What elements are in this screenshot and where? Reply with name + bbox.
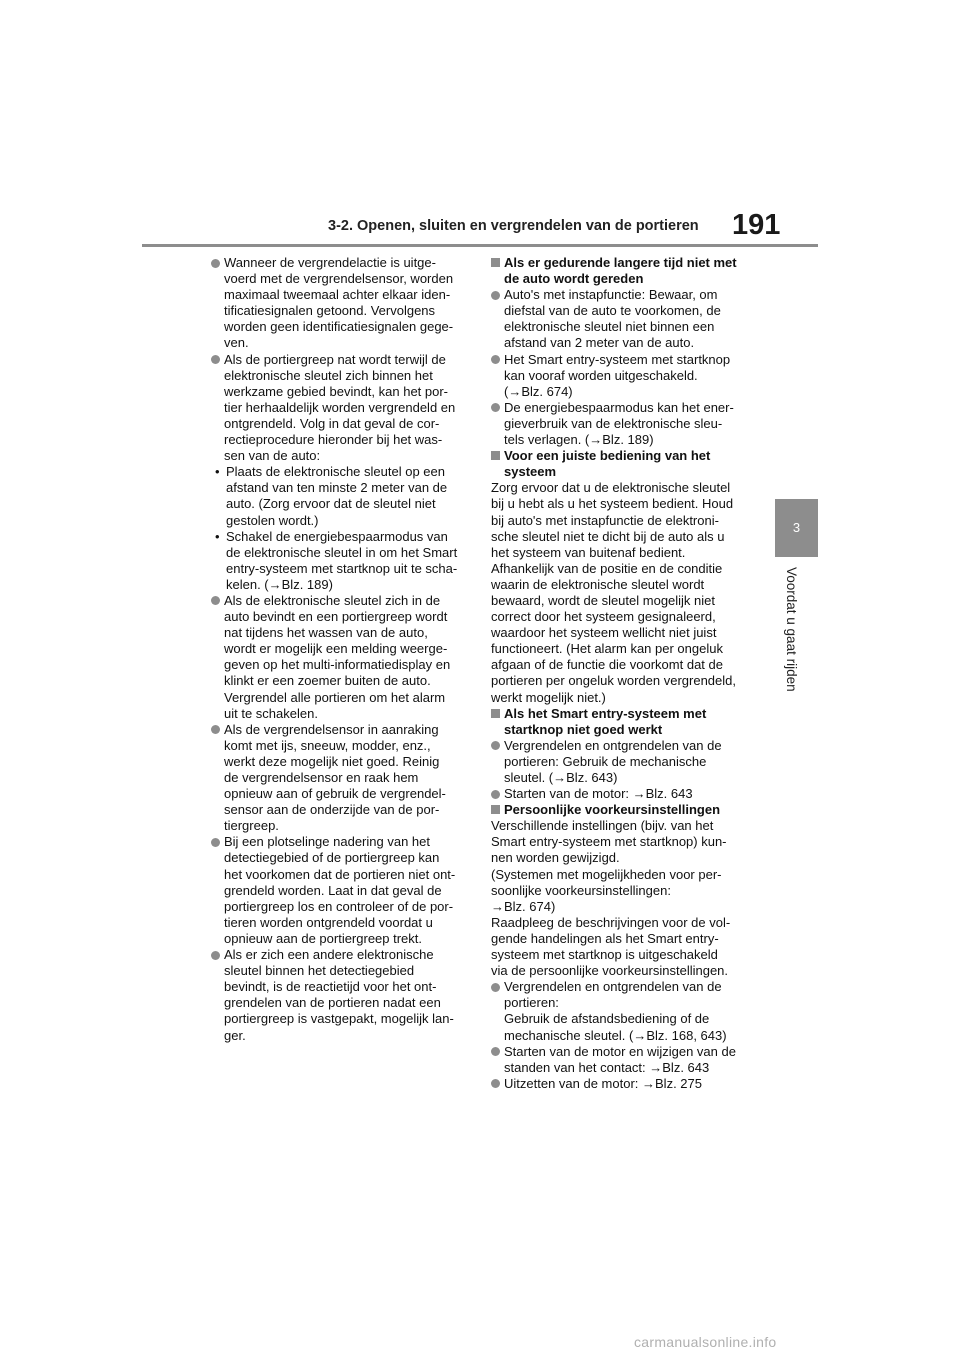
section-heading — [491, 255, 759, 287]
text-line: nen worden gewijzigd. — [491, 850, 620, 866]
text-line: Voor een juiste bediening van het — [504, 448, 711, 464]
bullet-item — [211, 352, 469, 465]
text-line: Verschillende instellingen (bijv. van het — [491, 818, 714, 834]
section-heading — [491, 448, 759, 480]
text-line: werkzame gebied bevindt, kan het por- — [224, 383, 449, 399]
text-line: bewaard, wordt de sleutel mogelijk niet — [491, 592, 716, 608]
text-line: auto bevindt en een portiergreep wordt — [224, 609, 448, 625]
text-line: ven. — [224, 335, 249, 351]
bullet-dot-icon — [211, 725, 220, 734]
text-line: auto. (Zorg ervoor dat de sleutel niet — [226, 496, 436, 512]
text-line: bij u hebt als u het systeem bedient. Houd — [491, 496, 734, 512]
text-line: voerd met de vergrendelsensor, worden — [224, 271, 454, 287]
text-line: worden geen identificatiesignalen gege- — [224, 319, 454, 335]
text-line: tier herhaaldelijk worden vergrendeld en — [224, 399, 456, 415]
heading-square-icon — [491, 258, 500, 267]
bullet-item — [211, 722, 469, 835]
sub-bullet-item — [211, 464, 469, 528]
text-line: werkt deze mogelijk niet goed. Reinig — [224, 753, 440, 769]
text-line: sche sleutel niet te dicht bij de auto als u — [491, 528, 725, 544]
bullet-dot-icon — [211, 951, 220, 960]
text-line: waarin de elektronische sleutel wordt — [491, 576, 705, 592]
bullet-dot-icon — [211, 838, 220, 847]
text-line: uit te schakelen. — [224, 705, 318, 721]
text-line: het systeem van buitenaf bedient. — [491, 544, 686, 560]
bullet-dot-icon — [491, 1047, 500, 1056]
section-heading — [491, 706, 759, 738]
text-line: startknop niet goed werkt — [504, 721, 663, 737]
bullet-dot-icon — [491, 790, 500, 799]
text-line: gestolen wordt.) — [226, 512, 319, 528]
text-line: Vergrendel alle portieren om het alarm — [224, 689, 446, 705]
text-line: Vergrendelen en ontgrendelen van de — [504, 737, 722, 753]
text-line: wordt er mogelijk een melding weerge- — [224, 641, 448, 657]
heading-square-icon — [491, 709, 500, 718]
bullet-dot-icon — [491, 403, 500, 412]
text-line: de vergrendelsensor en raak hem — [224, 770, 419, 785]
bullet-item — [491, 786, 759, 802]
text-line: Raadpleeg de beschrijvingen voor de vol- — [491, 914, 731, 930]
text-line: portieren per ongeluk worden vergrendeld, — [491, 673, 736, 689]
text-line: afstand van 2 meter van de auto. — [504, 335, 695, 351]
left-column — [211, 255, 469, 1044]
paragraph — [491, 480, 759, 705]
text-line: Vergrendelen en ontgrendelen van de — [504, 979, 722, 995]
text-line: Bij een plotselinge nadering van het — [224, 834, 430, 850]
text-line: tels verlagen. (→Blz. 189) — [504, 432, 654, 448]
text-line: standen van het contact: →Blz. 643 — [504, 1059, 710, 1075]
bullet-item — [491, 1076, 759, 1092]
bullet-dot-icon — [491, 741, 500, 750]
text-line: opnieuw aan de portiergreep trekt. — [224, 930, 423, 946]
text-line: entry-systeem met startknop uit te scha- — [226, 560, 458, 576]
bullet-item — [491, 400, 759, 448]
chapter-side-label: Voordat u gaat rijden — [784, 567, 799, 692]
text-line: mechanische sleutel. (→Blz. 168, 643) — [504, 1027, 727, 1043]
text-line: de elektronische sleutel in om het Smart — [226, 544, 458, 560]
text-line: Starten van de motor en wijzigen van de — [504, 1043, 736, 1059]
heading-square-icon — [491, 805, 500, 814]
text-line: (Systemen met mogelijkheden voor per- — [491, 866, 722, 882]
text-line: Als er zich een andere elektronische — [224, 947, 434, 963]
text-line: afstand van ten minste 2 meter van de — [226, 480, 448, 496]
bullet-dot-icon — [211, 259, 220, 268]
text-line: correct door het systeem gesignaleerd, — [491, 609, 716, 625]
text-line: maximaal tweemaal achter elkaar iden- — [224, 287, 451, 303]
text-line: Starten van de motor: →Blz. 643 — [504, 786, 693, 802]
text-line: elektronische sleutel niet binnen een — [504, 319, 715, 335]
bullet-item — [211, 947, 469, 1044]
bullet-dot-icon — [491, 355, 500, 364]
watermark[interactable]: carmanualsonline.info — [634, 1334, 777, 1350]
text-line: tieren worden ontgrendeld voordat u — [224, 914, 433, 930]
text-line: gieverbruik van de elektronische sleu- — [504, 415, 723, 431]
bullet-item — [211, 593, 469, 722]
text-line: het voorkomen dat de portieren niet ont- — [224, 866, 456, 882]
text-line: Zorg ervoor dat u de elektronische sleutel — [491, 480, 731, 496]
sub-bullet-marker: • — [215, 528, 220, 544]
bullet-item — [491, 1044, 759, 1076]
bullet-item — [491, 287, 759, 351]
text-line: waardoor het systeem wellicht niet juist — [491, 625, 717, 641]
bullet-item — [491, 352, 759, 400]
right-column — [491, 255, 759, 1092]
text-line: Als de elektronische sleutel zich in de — [224, 592, 441, 608]
section-heading — [491, 802, 759, 818]
bullet-item — [491, 979, 759, 1043]
text-line: tiergreep. — [224, 818, 279, 834]
text-line: klinkt er een zoemer buiten de auto. — [224, 673, 431, 689]
text-line: portieren: Gebruik de mechanische — [504, 753, 707, 769]
text-line: gende handelingen als het Smart entry- — [491, 930, 719, 946]
chapter-tab: 3 — [775, 499, 818, 557]
text-line: Als de vergrendelsensor in aanraking — [224, 721, 439, 737]
bullet-item — [211, 834, 469, 947]
text-line: detectiegebied of de portiergreep kan — [224, 850, 440, 866]
text-line: ger. — [224, 1027, 246, 1043]
text-line: systeem — [504, 464, 557, 480]
bullet-dot-icon — [211, 355, 220, 364]
text-line: Smart entry-systeem met startknop) kun- — [491, 834, 727, 850]
text-line: de auto wordt gereden — [504, 271, 644, 287]
text-line: grendelen van de portieren nadat een — [224, 995, 441, 1011]
text-line: diefstal van de auto te voorkomen, de — [504, 303, 721, 319]
text-line: systeem met startknop is uitgeschakeld — [491, 947, 718, 963]
text-line: kelen. (→Blz. 189) — [226, 576, 333, 592]
text-line: geven op het multi-informatiedisplay en — [224, 657, 451, 673]
text-line: Afhankelijk van de positie en de conditie — [491, 560, 723, 576]
text-line: Auto's met instapfunctie: Bewaar, om — [504, 287, 718, 303]
page-number: 191 — [732, 209, 781, 241]
text-line: komt met ijs, sneeuw, modder, enz., — [224, 737, 431, 753]
text-line: (→Blz. 674) — [504, 383, 573, 399]
text-line: nat tijdens het wassen van de auto, — [224, 625, 428, 641]
text-line: via de persoonlijke voorkeursinstellingen. — [491, 963, 729, 979]
text-line: sen van de auto: — [224, 448, 321, 464]
text-line: Als de portiergreep nat wordt terwijl de — [224, 351, 446, 367]
text-line: Schakel de energiebespaarmodus van — [226, 528, 448, 544]
text-line: De energiebespaarmodus kan het ener- — [504, 399, 734, 415]
bullet-item — [491, 738, 759, 786]
heading-square-icon — [491, 451, 500, 460]
bullet-item — [211, 255, 469, 352]
sub-bullet-item — [211, 529, 469, 593]
text-line: kan vooraf worden uitgeschakeld. — [504, 367, 698, 383]
text-line: grendeld worden. Laat in dat geval de — [224, 882, 442, 898]
text-line: bevindt, is de reactietijd voor het ont- — [224, 979, 437, 995]
text-line: →Blz. 674) — [491, 898, 556, 914]
text-line: rectieprocedure hieronder bij het was- — [224, 432, 443, 448]
text-line: soonlijke voorkeursinstellingen: — [491, 882, 671, 898]
text-line: tificatiesignalen getoond. Vervolgens — [224, 303, 436, 319]
text-line: portiergreep is vastgepakt, mogelijk lan- — [224, 1011, 454, 1027]
sub-bullet-marker: • — [215, 464, 220, 480]
paragraph — [491, 818, 759, 979]
text-line: Als er gedurende langere tijd niet met — [504, 255, 737, 270]
text-line: Uitzetten van de motor: →Blz. 275 — [504, 1075, 702, 1091]
text-line: sleutel binnen het detectiegebied — [224, 963, 415, 979]
text-line: functioneert. (Het alarm kan per ongeluk — [491, 641, 723, 657]
bullet-dot-icon — [491, 1079, 500, 1088]
text-line: portieren: — [504, 995, 559, 1011]
text-line: Als het Smart entry-systeem met — [504, 705, 707, 721]
header-divider — [142, 244, 818, 247]
text-line: Persoonlijke voorkeursinstellingen — [504, 802, 721, 818]
bullet-dot-icon — [491, 983, 500, 992]
section-title: 3-2. Openen, sluiten en vergrendelen van de portieren — [328, 218, 699, 234]
text-line: sensor aan de onderzijde van de por- — [224, 802, 440, 818]
text-line: afgaan of de functie die voorkomt dat de — [491, 657, 723, 673]
text-line: Gebruik de afstandsbediening of de — [504, 1011, 710, 1027]
text-line: opnieuw aan of gebruik de vergrendel- — [224, 786, 446, 802]
text-line: bij auto's met instapfunctie de elektroni- — [491, 512, 719, 528]
bullet-dot-icon — [491, 291, 500, 300]
text-line: ontgrendeld. Volg in dat geval de cor- — [224, 415, 440, 431]
text-line: Plaats de elektronische sleutel op een — [226, 464, 445, 480]
text-line: portiergreep los en controleer of de por- — [224, 898, 454, 914]
text-line: sleutel. (→Blz. 643) — [504, 770, 618, 785]
bullet-dot-icon — [211, 596, 220, 605]
text-line: Wanneer de vergrendelactie is uitge- — [224, 255, 436, 270]
text-line: Het Smart entry-systeem met startknop — [504, 351, 731, 367]
text-line: werkt mogelijk niet.) — [491, 689, 606, 705]
text-line: elektronische sleutel zich binnen het — [224, 367, 433, 383]
